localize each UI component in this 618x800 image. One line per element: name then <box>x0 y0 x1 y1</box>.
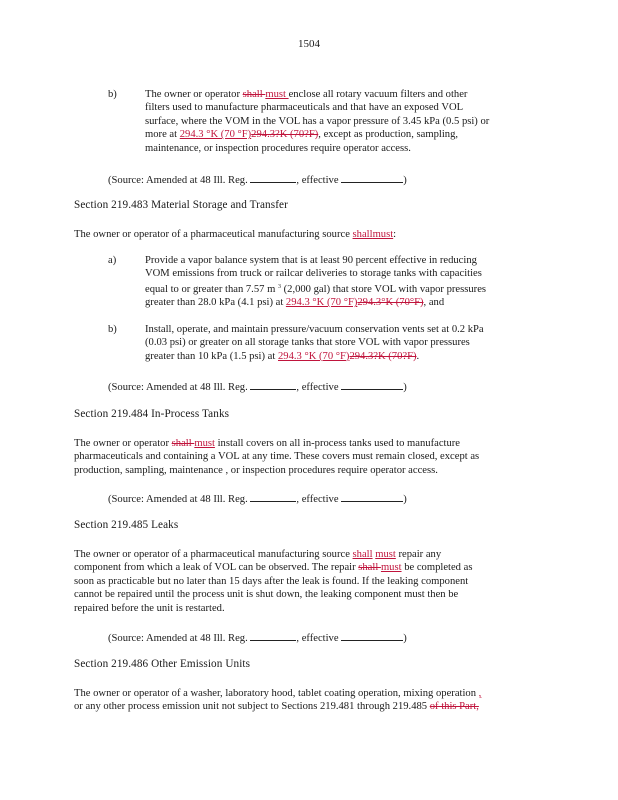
text-line: The owner or operator shall must install covers on all in-process tanks used to manufacture <box>74 438 460 449</box>
text-line: Provide a vapor balance system that is at least 90 percent effective in reducing <box>145 255 477 266</box>
text-line: repaired before the unit is restarted. <box>74 602 225 614</box>
deleted-text: 294.3?K (70?F) <box>251 129 319 141</box>
section-482-item-b <box>145 88 565 155</box>
source-note: (Source: Amended at 48 Ill. Reg. , effective ) <box>108 382 407 393</box>
section-483-item-a <box>145 254 565 310</box>
inserted-text: 294.3 °K (70 °F) <box>179 129 252 141</box>
inserted-text: shall <box>352 229 373 240</box>
inserted-text: shall <box>352 549 373 560</box>
section-heading: Section 219.484 In-Process Tanks <box>74 408 230 420</box>
text-line: cannot be repaired until the process unit is shut down, the leaking component must then be <box>74 589 459 601</box>
source-note: (Source: Amended at 48 Ill. Reg. , effective ) <box>108 175 407 186</box>
section-483-item-b <box>145 323 565 363</box>
item-b-label: b) <box>108 89 117 100</box>
inserted-text: 294.3 °K (70 °F) <box>277 350 350 362</box>
section-484-body <box>74 437 564 477</box>
text-line: greater than 28.0 kPa (4.1 psi) at 294.3 °K (70 °F)294.3°K (70°F), and <box>145 297 445 309</box>
text-line: surface, where the VOM in the VOL has a vapor pressure of 3.45 kPa (0.5 psi) or <box>145 115 490 127</box>
deleted-text: 294.3?K (70?F) <box>349 350 417 362</box>
source-note: (Source: Amended at 48 Ill. Reg. , effective ) <box>108 494 407 505</box>
section-486-body <box>74 687 574 714</box>
text-line: maintenance, or inspection procedures require operator access. <box>145 142 411 154</box>
item-a-label: a) <box>108 255 117 266</box>
deleted-text: shall <box>171 438 195 449</box>
page-number: 1504 <box>298 38 320 50</box>
section-485-body <box>74 548 564 615</box>
inserted-text: 294.3 °K (70 °F) <box>285 297 358 309</box>
deleted-text: shall <box>242 89 266 100</box>
inserted-text: , <box>478 688 482 699</box>
inserted-text: must <box>380 562 402 574</box>
text-line: (0.03 psi) or greater on all storage tanks that store VOL with vapor pressures <box>145 337 470 349</box>
text-line: production, sampling, maintenance , or inspection procedures require operator access. <box>74 464 438 476</box>
text-line: or any other process emission unit not subject to Sections 219.481 through 219.485 of this Part, <box>74 701 479 713</box>
text-line: VOM emissions from truck or railcar deliveries to storage tanks with capacities <box>145 268 482 280</box>
deleted-text: 294.3°K (70°F) <box>357 297 424 309</box>
section-483-intro: The owner or operator of a pharmaceutical manufacturing source shallmust: <box>74 229 397 240</box>
section-heading: Section 219.483 Material Storage and Transfer <box>74 199 288 211</box>
text-line: filters used to manufacture pharmaceuticals and that have an exposed VOL <box>145 102 464 114</box>
text-line: soon as practicable but no later than 15 days after the leak is found. If the leaking component <box>74 575 469 587</box>
inserted-text: must <box>372 229 394 240</box>
text-line: equal to or greater than 7.57 m $^3$ (2,000 gal) that store VOL with vapor pressures <box>145 283 487 295</box>
text-line: component from which a leak of VOL can be observed. The repair shall must be completed as <box>74 562 473 574</box>
text-line: pharmaceuticals and containing a VOL at any time. These covers must remain closed, except as <box>74 451 480 463</box>
item-b-label: b) <box>108 324 117 335</box>
section-heading: Section 219.486 Other Emission Units <box>74 658 251 670</box>
text-line: Install, operate, and maintain pressure/vacuum conservation vents set at 0.2 kPa <box>145 324 484 335</box>
inserted-text: must <box>375 549 396 560</box>
text-line: The owner or operator of a washer, laboratory hood, tablet coating operation, mixing operation , <box>74 688 482 699</box>
text-line: The owner or operator of a pharmaceutical manufacturing source shall must repair any <box>74 549 442 560</box>
text-line: greater than 10 kPa (1.5 psi) at 294.3 °K (70 °F)294.3?K (70?F). <box>145 350 420 362</box>
text-line: more at 294.3 °K (70 °F)294.3?K (70?F), except as production, sampling, <box>145 129 459 141</box>
source-note: (Source: Amended at 48 Ill. Reg. , effective ) <box>108 633 407 644</box>
inserted-text: must <box>194 438 215 449</box>
text-line: The owner or operator shall must enclose all rotary vacuum filters and other <box>145 89 468 100</box>
section-heading: Section 219.485 Leaks <box>74 519 179 531</box>
deleted-text: of this Part, <box>429 701 479 713</box>
inserted-text: must <box>265 89 289 100</box>
deleted-text: shall <box>358 562 381 574</box>
